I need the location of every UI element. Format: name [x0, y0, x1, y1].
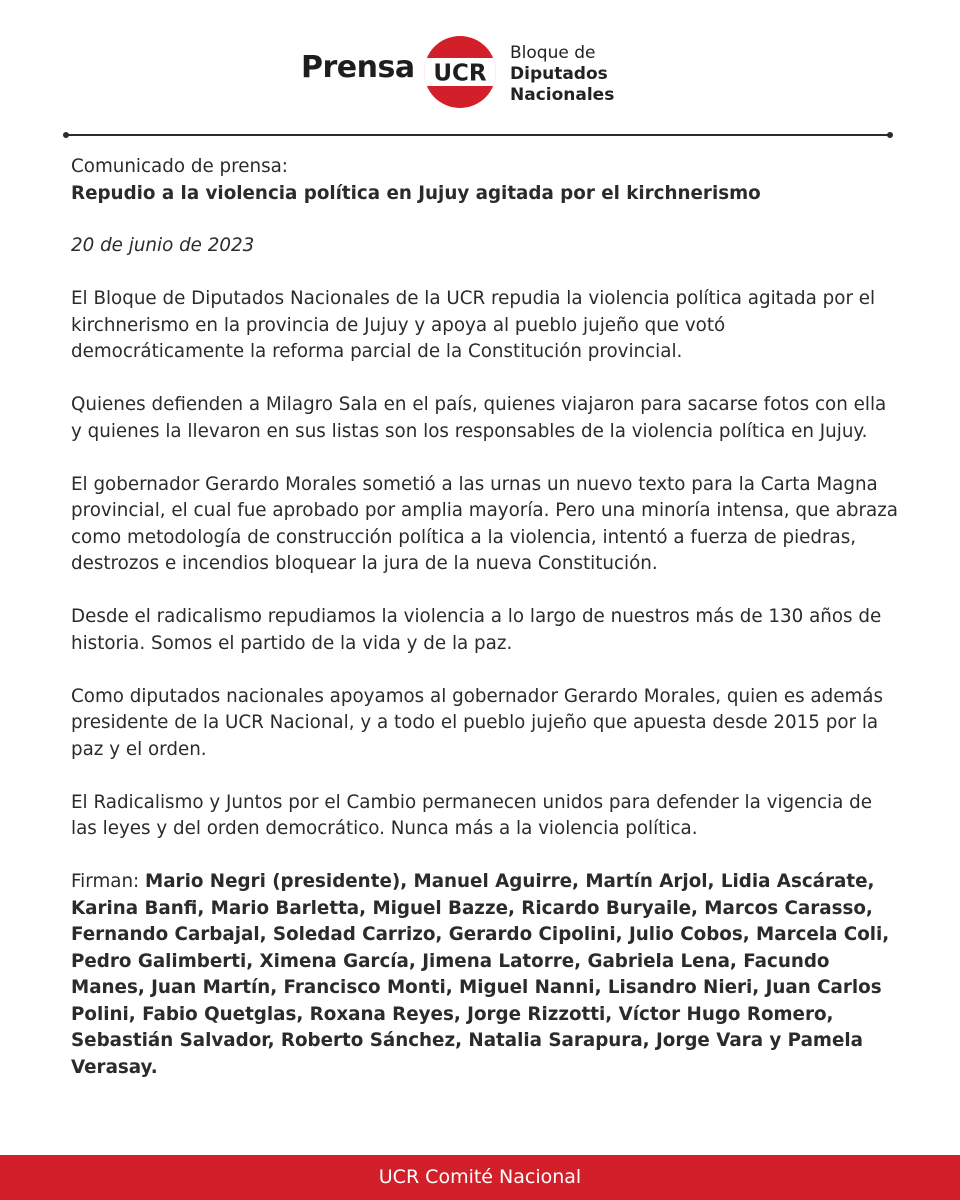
signatories [71, 869, 901, 1081]
paragraph: El gobernador Gerardo Morales sometió a las urnas un nuevo texto para la Carta Magna provincial, el cual fue aprobado por amplia mayoría. Pero una minoría intensa, que abraza como metodología de construcción política a la violencia, intentó a fuerza de piedras, destrozos e incendios bloquear la jura de la nueva Constitución. [71, 473, 898, 574]
release-date: 20 de junio de 2023 [71, 235, 255, 256]
divider-dot-right [887, 132, 893, 138]
bloque-line-3: Nacionales [510, 85, 615, 105]
bloque-line-2: Diputados [510, 64, 608, 84]
signatories-label: Firman: [71, 871, 140, 892]
paragraph: El Radicalismo y Juntos por el Cambio permanecen unidos para defender la vigencia de las leyes y del orden democrático. Nunca más a la violencia política. [71, 791, 872, 839]
paragraph: Desde el radicalismo repudiamos la violencia a lo largo de nuestros más de 130 años de historia. Somos el partido de la vida y de la paz. [71, 606, 882, 654]
footer-text: UCR Comité Nacional [378, 1166, 582, 1188]
bloque-title [510, 43, 614, 106]
signatories-names: Mario Negri (presidente), Manuel Aguirre, Martín Arjol, Lidia Ascárate, Karina Banfi, Mario Barletta, Miguel Bazze, Ricardo Buryaile, Marcos Carasso, Fernando Carbajal, Soledad Carrizo, Gerardo Cipolini, Julio Cobos, Marcela Coli, Pedro Galimberti, Ximena García, Jimena Latorre, Gabriela Lena, Facundo Manes, Juan Martín, Francisco Monti, Miguel Nanni, Lisandro Nieri, Juan Carlos Polini, Fabio Quetglas, Roxana Reyes, Jorge Rizzotti, Víctor Hugo Romero, Sebastián Salvador, Roberto Sánchez, Natalia Sarapura, Jorge Vara y Pamela Verasay. [71, 871, 890, 1078]
paragraph: Como diputados nacionales apoyamos al gobernador Gerardo Morales, quien es además presidente de la UCR Nacional, y a todo el pueblo jujeño que apuesta desde 2015 por la paz y el orden. [71, 685, 884, 760]
ucr-logo-text: UCR [433, 60, 487, 87]
press-release-body [71, 154, 901, 1081]
paragraph: Quienes defienden a Milagro Sala en el país, quienes viajaron para sacarse fotos con ella y quienes la llevaron en sus listas son los responsables de la violencia política en Jujuy. [71, 394, 887, 442]
bloque-line-1: Bloque de [510, 43, 596, 63]
release-heading [71, 154, 901, 207]
header-divider [66, 134, 890, 136]
release-title: Repudio a la violencia política en Jujuy agitada por el kirchnerismo [71, 182, 761, 204]
footer-bar [0, 1155, 960, 1200]
paragraph: El Bloque de Diputados Nacionales de la UCR repudia la violencia política agitada por el kirchnerismo en la provincia de Jujuy y apoya al pueblo jujeño que votó democráticamente la reforma parcial de la Constitución provincial. [71, 288, 876, 362]
header [0, 36, 960, 114]
ucr-logo [424, 36, 496, 108]
release-label: Comunicado de prensa: [71, 156, 288, 177]
divider-dot-left [63, 132, 69, 138]
prensa-wordmark: Prensa [301, 50, 415, 85]
